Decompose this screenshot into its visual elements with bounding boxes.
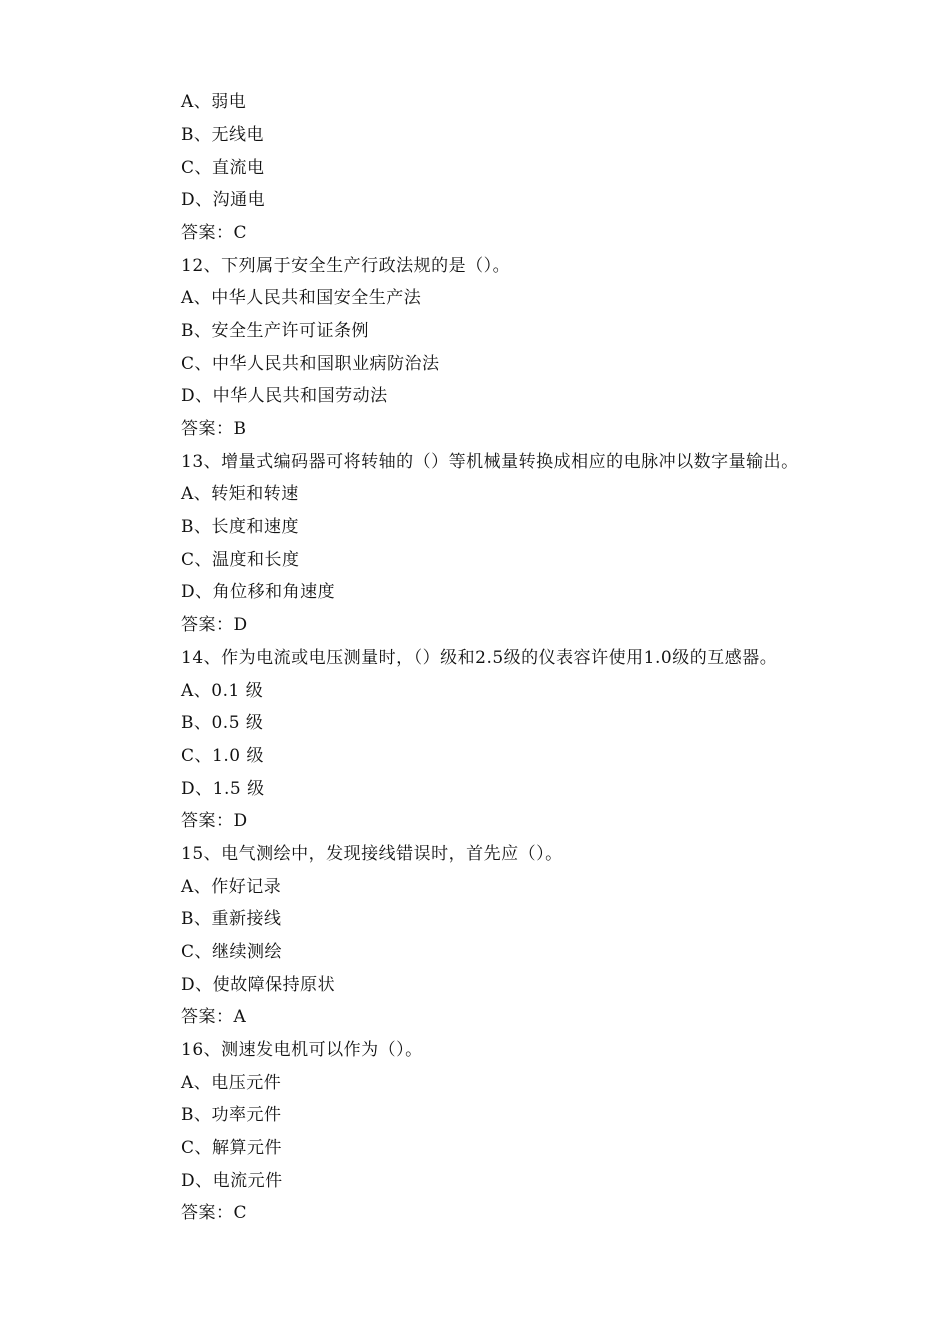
option-c: C、温度和长度	[181, 550, 300, 570]
option-b: B、长度和速度	[181, 517, 299, 537]
answer: 答案：B	[181, 419, 247, 439]
option-c: C、1.0 级	[181, 746, 264, 766]
option-d: D、电流元件	[181, 1171, 283, 1191]
option-d: D、1.5 级	[181, 779, 265, 799]
answer: 答案：C	[181, 1203, 248, 1223]
answer: 答案：C	[181, 223, 248, 243]
question-12: 12、下列属于安全生产行政法规的是（）。	[181, 256, 511, 276]
option-d: D、中华人民共和国劳动法	[181, 386, 388, 406]
option-d: D、沟通电	[181, 190, 266, 210]
option-c: C、继续测绘	[181, 942, 283, 962]
question-16: 16、测速发电机可以作为（）。	[181, 1040, 423, 1060]
answer: 答案：D	[181, 615, 248, 635]
option-a: A、电压元件	[181, 1073, 282, 1093]
option-d: D、使故障保持原状	[181, 975, 336, 995]
answer: 答案：A	[181, 1007, 247, 1027]
option-a: A、弱电	[181, 92, 247, 112]
option-b: B、重新接线	[181, 909, 282, 929]
option-a: A、0.1 级	[181, 681, 264, 701]
option-a: A、作好记录	[181, 877, 282, 897]
question-13: 13、增量式编码器可将转轴的（）等机械量转换成相应的电脉冲以数字量输出。	[181, 452, 799, 472]
option-d: D、角位移和角速度	[181, 582, 336, 602]
option-b: B、0.5 级	[181, 713, 264, 733]
option-b: B、安全生产许可证条例	[181, 321, 369, 341]
option-a: A、中华人民共和国安全生产法	[181, 288, 422, 308]
option-c: C、中华人民共和国职业病防治法	[181, 354, 440, 374]
option-c: C、解算元件	[181, 1138, 283, 1158]
option-b: B、功率元件	[181, 1105, 282, 1125]
option-a: A、转矩和转速	[181, 484, 299, 504]
answer: 答案：D	[181, 811, 248, 831]
option-b: B、无线电	[181, 125, 264, 145]
question-15: 15、电气测绘中，发现接线错误时，首先应（）。	[181, 844, 563, 864]
question-14: 14、作为电流或电压测量时，（）级和2.5级的仪表容许使用1.0级的互感器。	[181, 648, 778, 668]
option-c: C、直流电	[181, 158, 265, 178]
